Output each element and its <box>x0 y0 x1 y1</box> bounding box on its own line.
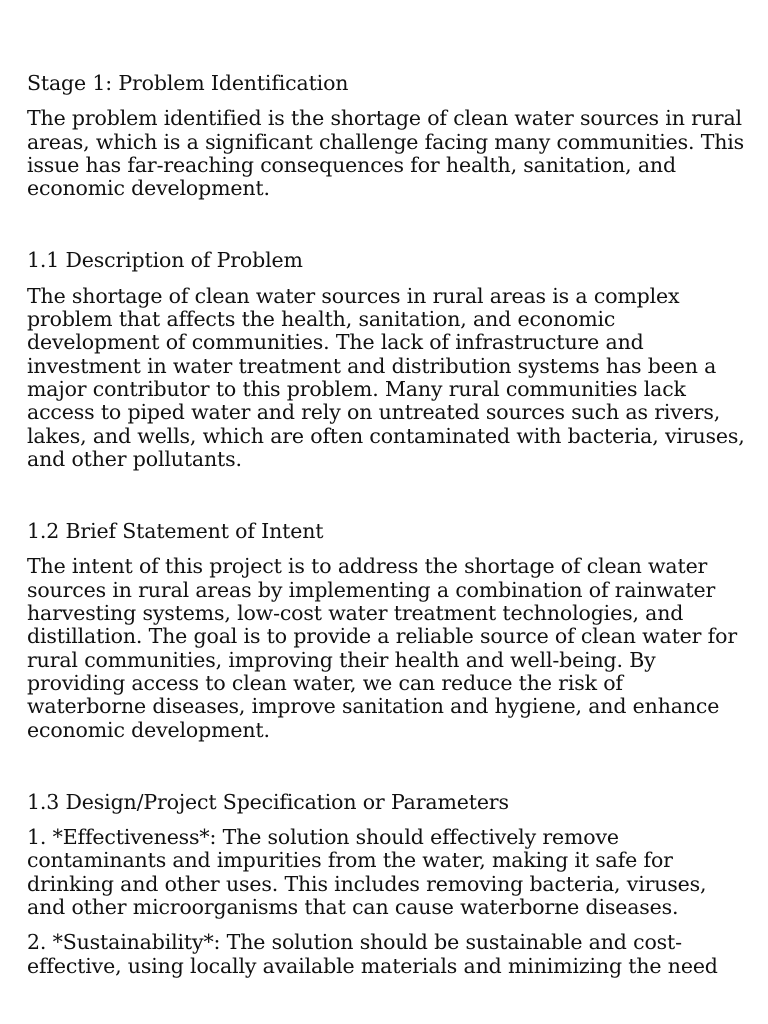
section-gap <box>27 212 747 249</box>
section-gap <box>27 754 747 791</box>
paragraph: The intent of this project is to address the shortage of clean water sources in rural areas by implementing a combination of rainwater harvesting systems, low-cost water treatment technologies, and distillation. The goal is to provide a reliable source of clean water for rural communities, improving their health and well-being. By providing access to clean water, we can reduce the risk of waterborne diseases, improve sanitation and hygiene, and enhance economic development. <box>27 554 737 742</box>
list-item-sustainability: 2. *Sustainability*: The solution should be sustainable and cost-effective, using locally available materials and minimizing the need <box>27 930 718 978</box>
section-heading-design-specification: 1.3 Design/Project Specification or Parameters <box>27 789 509 814</box>
list-item-effectiveness: 1. *Effectiveness*: The solution should effectively remove contaminants and impurities from the water, making it safe for drinking and other uses. This includes removing bacteria, viruses, and other microorganisms that can cause waterborne diseases. <box>27 825 707 920</box>
section-gap <box>27 483 747 520</box>
section-heading-description-of-problem: 1.1 Description of Problem <box>27 248 303 273</box>
section-heading-stage-1: Stage 1: Problem Identification <box>27 71 349 95</box>
paragraph: The shortage of clean water sources in rural areas is a complex problem that affects the health, sanitation, and economic development of communities. The lack of infrastructure and investment in water treatment and distribution systems has been a major contributor to this problem. Many rural communities lack access to piped water and rely on untreated sources such as rivers, lakes, and wells, which are often contaminated with bacteria, viruses, and other pollutants. <box>27 283 745 471</box>
section-heading-statement-of-intent: 1.2 Brief Statement of Intent <box>27 519 324 544</box>
document-page <box>27 72 747 990</box>
paragraph: The problem identified is the shortage of clean water sources in rural areas, which is a significant challenge facing many communities. This issue has far-reaching consequences for health, sanitation, and economic development. <box>27 106 745 201</box>
